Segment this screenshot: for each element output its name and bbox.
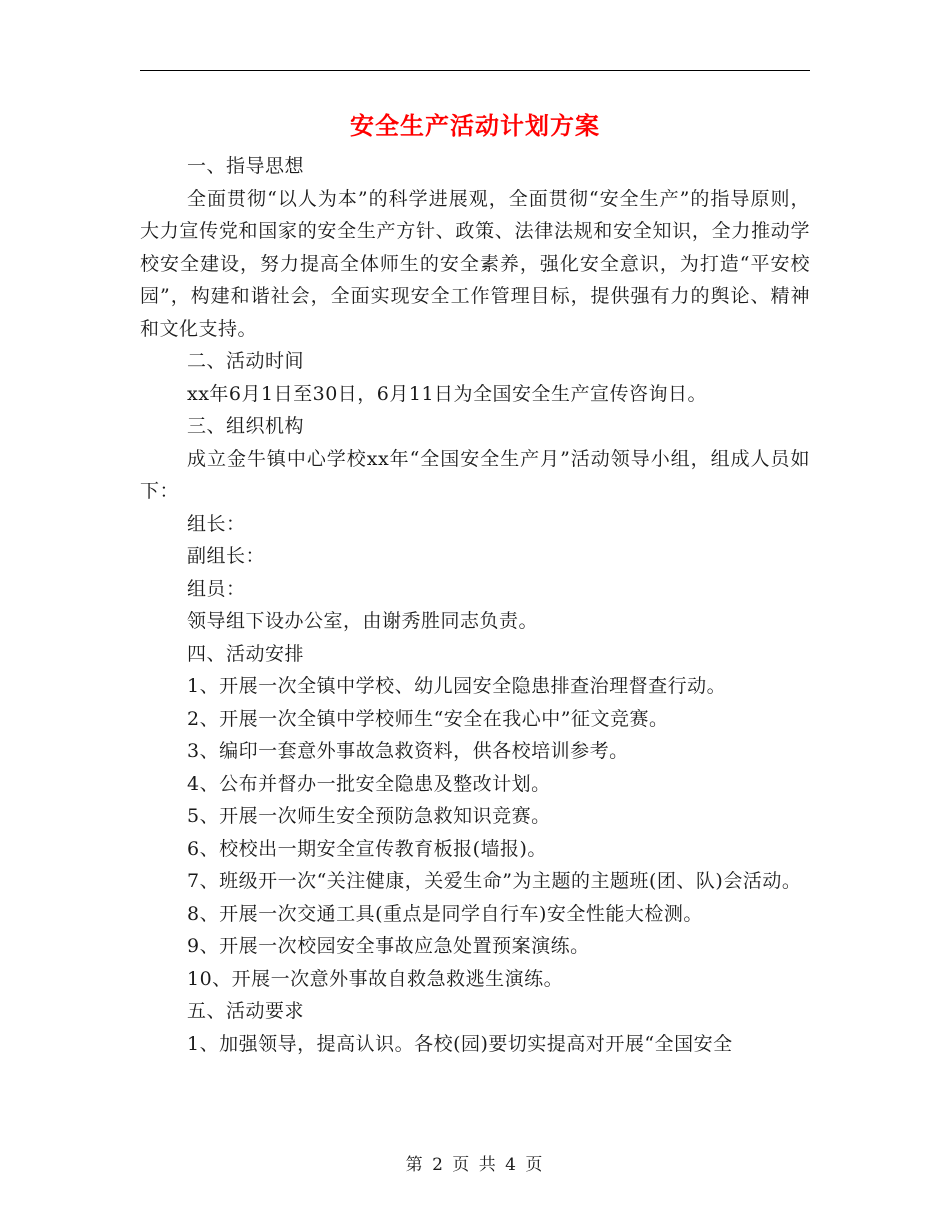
role-deputy-leader: 副组长： — [187, 545, 266, 567]
document-title: 安全生产活动计划方案 — [350, 111, 600, 140]
header-rule — [140, 70, 810, 71]
list-item: 10、开展一次意外事故自救急救逃生演练。 — [187, 967, 564, 990]
section-heading-activity-time: 二、活动时间 — [187, 350, 305, 372]
list-item: 4、公布并督办一批安全隐患及整改计划。 — [187, 772, 551, 795]
list-item: 7、班级开一次“关注健康，关爱生命”为主题的主题班(团、队)会活动。 — [187, 870, 802, 892]
list-item: 8、开展一次交通工具(重点是同学自行车)安全性能大检测。 — [187, 902, 703, 925]
list-item: 1、开展一次全镇中学校、幼儿园安全隐患排查治理督查行动。 — [187, 675, 727, 697]
paragraph-office: 领导组下设办公室，由谢秀胜同志负责。 — [187, 610, 539, 632]
paragraph-activity-time: xx年6月1日至30日，6月11日为全国安全生产宣传咨询日。 — [187, 382, 708, 405]
list-item: 5、开展一次师生安全预防急救知识竞赛。 — [187, 805, 551, 827]
section-heading-guiding-thought: 一、指导思想 — [187, 155, 305, 177]
list-item: 6、校校出一期安全宣传教育板报(墙报)。 — [187, 837, 547, 860]
list-item: 3、编印一套意外事故急救资料，供各校培训参考。 — [187, 740, 629, 762]
paragraph-guiding-thought: 全面贯彻“以人为本”的科学进展观，全面贯彻“安全生产”的指导原则，大力宣传党和国家的安全生产方针、政策、法律法规和安全知识，全力推动学校安全建设，努力提高全体师生的安全素养，强化安全意识，为打造“平安校园”，构建和谐社会，全面实现安全工作管理目标，提供强有力的舆论、精神和文化支持。 — [140, 187, 810, 340]
paragraph-organization: 成立金牛镇中心学校xx年“全国安全生产月”活动领导小组，组成人员如下： — [140, 447, 810, 502]
page-number-footer: 第 2 页 共 4 页 — [405, 1155, 545, 1175]
role-leader: 组长： — [187, 512, 246, 535]
list-item: 9、开展一次校园安全事故应急处置预案演练。 — [187, 935, 590, 957]
document-body — [140, 150, 810, 1060]
list-item: 2、开展一次全镇中学校师生“安全在我心中”征文竞赛。 — [187, 707, 669, 730]
section-heading-arrangements: 四、活动安排 — [187, 642, 305, 665]
role-members: 组员： — [187, 577, 246, 600]
section-heading-organization: 三、组织机构 — [187, 415, 305, 437]
list-item: 1、加强领导，提高认识。各校(园)要切实提高对开展“全国安全 — [187, 1032, 733, 1055]
section-heading-requirements: 五、活动要求 — [187, 1000, 305, 1022]
